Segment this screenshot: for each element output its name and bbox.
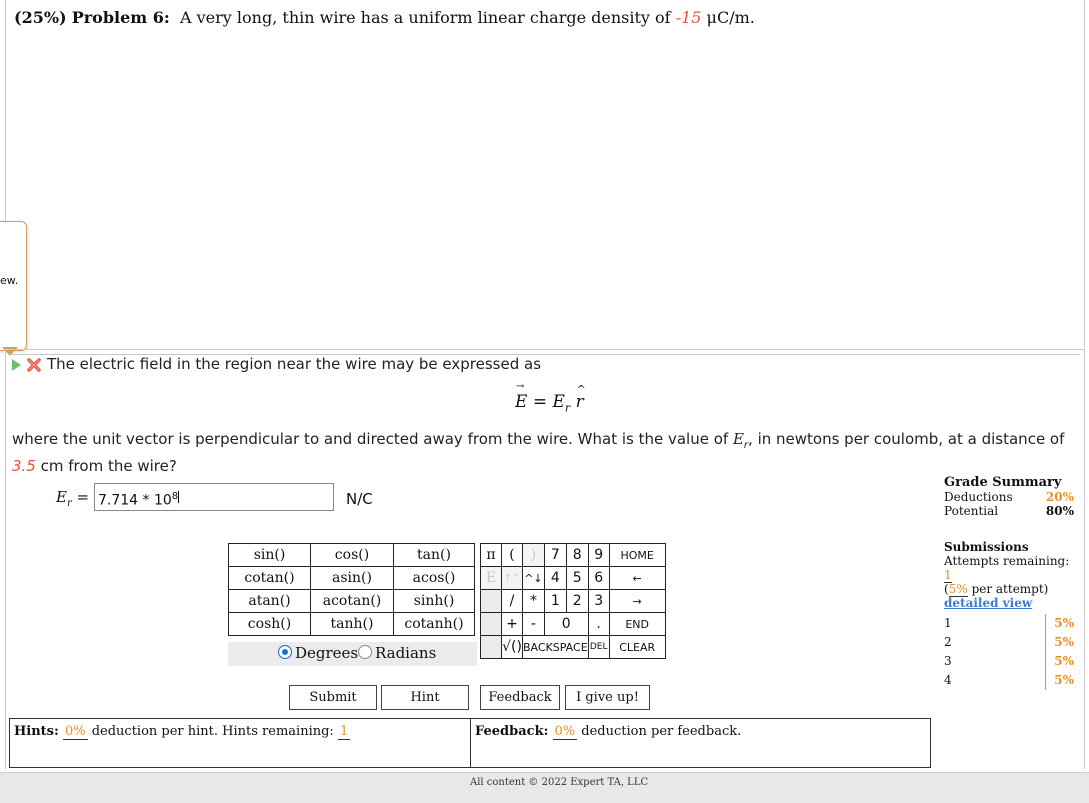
key-up[interactable]: ↑^ [502, 567, 523, 590]
deductions-value: 20% [1045, 490, 1074, 504]
attempt-number: 2 [944, 635, 952, 649]
key-7[interactable]: 7 [544, 544, 566, 567]
key-e[interactable]: E [481, 567, 502, 590]
attempt-row [944, 671, 1074, 690]
key-blank-2 [481, 613, 502, 636]
attempt-row [944, 633, 1074, 652]
deductions-row [944, 490, 1074, 504]
answer-label [56, 488, 89, 509]
equation-lhs: → E [515, 392, 527, 412]
radians-radio[interactable] [358, 645, 372, 659]
key-asin[interactable]: asin() [311, 567, 394, 590]
attempt-number: 1 [944, 616, 952, 630]
charge-value: -15 [675, 8, 702, 27]
question-part-b: , in newtons per coulomb, at a distance of [748, 430, 1065, 448]
field-equation [515, 392, 584, 414]
key-left-arrow[interactable]: ← [609, 567, 665, 590]
key-8[interactable]: 8 [566, 544, 588, 567]
key-slash[interactable]: / [502, 590, 523, 613]
question-part-c: cm from the wire? [40, 457, 177, 475]
part-header-text: The electric field in the region near the wire may be expressed as [47, 355, 542, 373]
problem-title [14, 8, 755, 27]
attempt-value: 5% [1045, 614, 1074, 633]
answer-unit: N/C [346, 490, 373, 508]
degrees-radio[interactable] [278, 645, 292, 659]
equation-unit-vector: ^ r [576, 392, 584, 412]
per-attempt-text: per attempt) [971, 582, 1049, 596]
key-9[interactable]: 9 [588, 544, 609, 567]
key-end[interactable]: END [609, 613, 665, 636]
hints-feedback-bar [9, 718, 931, 768]
hint-button[interactable]: Hint [381, 685, 469, 710]
key-cos[interactable]: cos() [311, 544, 394, 567]
per-attempt: (5% per attempt) [944, 582, 1049, 596]
key-acos[interactable]: acos() [394, 567, 475, 590]
side-tooltip [0, 221, 27, 351]
answer-value-exp: 8 [171, 491, 179, 502]
key-tan[interactable]: tan() [394, 544, 475, 567]
potential-value: 80% [1045, 504, 1074, 518]
text-caret [178, 491, 179, 503]
tooltip-text: ew. [0, 274, 19, 287]
key-del[interactable]: DEL [588, 636, 609, 659]
key-pi[interactable]: π [481, 544, 502, 567]
attempt-row [944, 652, 1074, 671]
key-2[interactable]: 2 [566, 590, 588, 613]
key-rparen[interactable]: ) [523, 544, 545, 567]
answer-label-equals: = [71, 488, 90, 506]
deductions-label: Deductions [944, 490, 1013, 504]
detailed-view-link[interactable]: detailed view [944, 596, 1033, 610]
submissions-title: Submissions [944, 540, 1029, 554]
hints-info [14, 724, 350, 739]
key-dot[interactable]: . [588, 613, 609, 636]
problem-frame [5, 0, 1085, 348]
potential-row [944, 504, 1074, 518]
submit-button[interactable]: Submit [289, 685, 377, 710]
equation-equals: = [527, 392, 553, 412]
footer [0, 772, 1089, 803]
radians-option[interactable] [358, 644, 436, 662]
potential-label: Potential [944, 504, 999, 518]
answer-label-sub: r [66, 498, 72, 509]
equation-sub: r [564, 401, 571, 415]
attempts-remaining [944, 554, 1074, 582]
key-sqrt[interactable]: √() [502, 636, 523, 659]
attempt-value: 5% [1045, 652, 1074, 671]
attempt-number: 4 [944, 673, 952, 687]
answer-value-base: 7.714 * 10 [98, 492, 172, 509]
hints-divider [470, 719, 471, 767]
hints-remaining: 1 [339, 724, 349, 739]
play-icon[interactable] [12, 359, 21, 371]
key-lparen[interactable]: ( [502, 544, 523, 567]
key-acotan[interactable]: acotan() [311, 590, 394, 613]
incorrect-x-icon [27, 358, 41, 372]
attempt-row [944, 614, 1074, 633]
problem-text: A very long, thin wire has a uniform linear charge density of [180, 8, 671, 27]
equation-rhs: E [552, 392, 565, 412]
key-sin[interactable]: sin() [229, 544, 311, 567]
attempt-list [944, 614, 1074, 690]
per-attempt-pct: 5% [948, 582, 968, 596]
key-atan[interactable]: atan() [229, 590, 311, 613]
question-var: E [732, 430, 744, 448]
answer-label-var: E [56, 488, 67, 506]
submissions-panel [944, 540, 1074, 690]
grade-summary [944, 475, 1074, 518]
key-star[interactable]: * [523, 590, 545, 613]
attempt-value: 5% [1045, 633, 1074, 652]
radians-label: Radians [375, 644, 437, 662]
hints-label: Hints: [14, 724, 59, 739]
key-plus[interactable]: + [502, 613, 523, 636]
key-backspace[interactable]: BACKSPACE [523, 636, 589, 659]
give-up-button[interactable]: I give up! [565, 685, 650, 710]
grade-summary-title: Grade Summary [944, 475, 1062, 490]
key-blank-3 [481, 636, 502, 659]
feedback-deduction: 0% [554, 724, 576, 739]
key-down[interactable]: ^↓ [523, 567, 545, 590]
feedback-info [475, 724, 741, 739]
key-4[interactable]: 4 [544, 567, 566, 590]
angle-mode-row [228, 642, 477, 666]
answer-input[interactable] [94, 483, 334, 511]
key-sinh[interactable]: sinh() [394, 590, 475, 613]
question-part-a: where the unit vector is perpendicular to and directed away from the wire. What is the value of [12, 430, 729, 448]
key-right-arrow[interactable]: → [609, 590, 665, 613]
key-cosh[interactable]: cosh() [229, 613, 311, 636]
key-home[interactable]: HOME [609, 544, 665, 567]
key-5[interactable]: 5 [566, 567, 588, 590]
attempt-value: 5% [1045, 671, 1074, 690]
key-blank-1 [481, 590, 502, 613]
hints-text: deduction per hint. Hints remaining: [91, 724, 334, 739]
function-keypad [228, 543, 475, 636]
problem-weight: (25%) [14, 8, 67, 27]
attempts-value: 1 [944, 568, 952, 582]
key-0[interactable]: 0 [544, 613, 588, 636]
degrees-option[interactable] [278, 644, 358, 662]
question-text [12, 429, 1072, 476]
charge-unit: μC/m. [706, 8, 755, 27]
feedback-text: deduction per feedback. [581, 724, 742, 739]
key-cotanh[interactable]: cotanh() [394, 613, 475, 636]
feedback-button[interactable]: Feedback [480, 685, 560, 710]
key-tanh[interactable]: tanh() [311, 613, 394, 636]
key-cotan[interactable]: cotan() [229, 567, 311, 590]
attempts-label: Attempts remaining: [944, 554, 1070, 568]
part-header [12, 355, 541, 373]
key-1[interactable]: 1 [544, 590, 566, 613]
feedback-label: Feedback: [475, 724, 549, 739]
hints-deduction: 0% [64, 724, 86, 739]
numeric-keypad [480, 543, 666, 659]
degrees-label: Degrees [295, 644, 359, 662]
footer-copyright: All content © 2022 Expert TA, LLC [470, 777, 649, 788]
key-6[interactable]: 6 [588, 567, 609, 590]
key-clear[interactable]: CLEAR [609, 636, 665, 659]
attempt-number: 3 [944, 654, 952, 668]
question-var-sub: r [743, 440, 749, 451]
key-3[interactable]: 3 [588, 590, 609, 613]
distance-value: 3.5 [12, 457, 36, 475]
problem-label: Problem 6: [71, 8, 170, 27]
key-minus[interactable]: - [523, 613, 545, 636]
